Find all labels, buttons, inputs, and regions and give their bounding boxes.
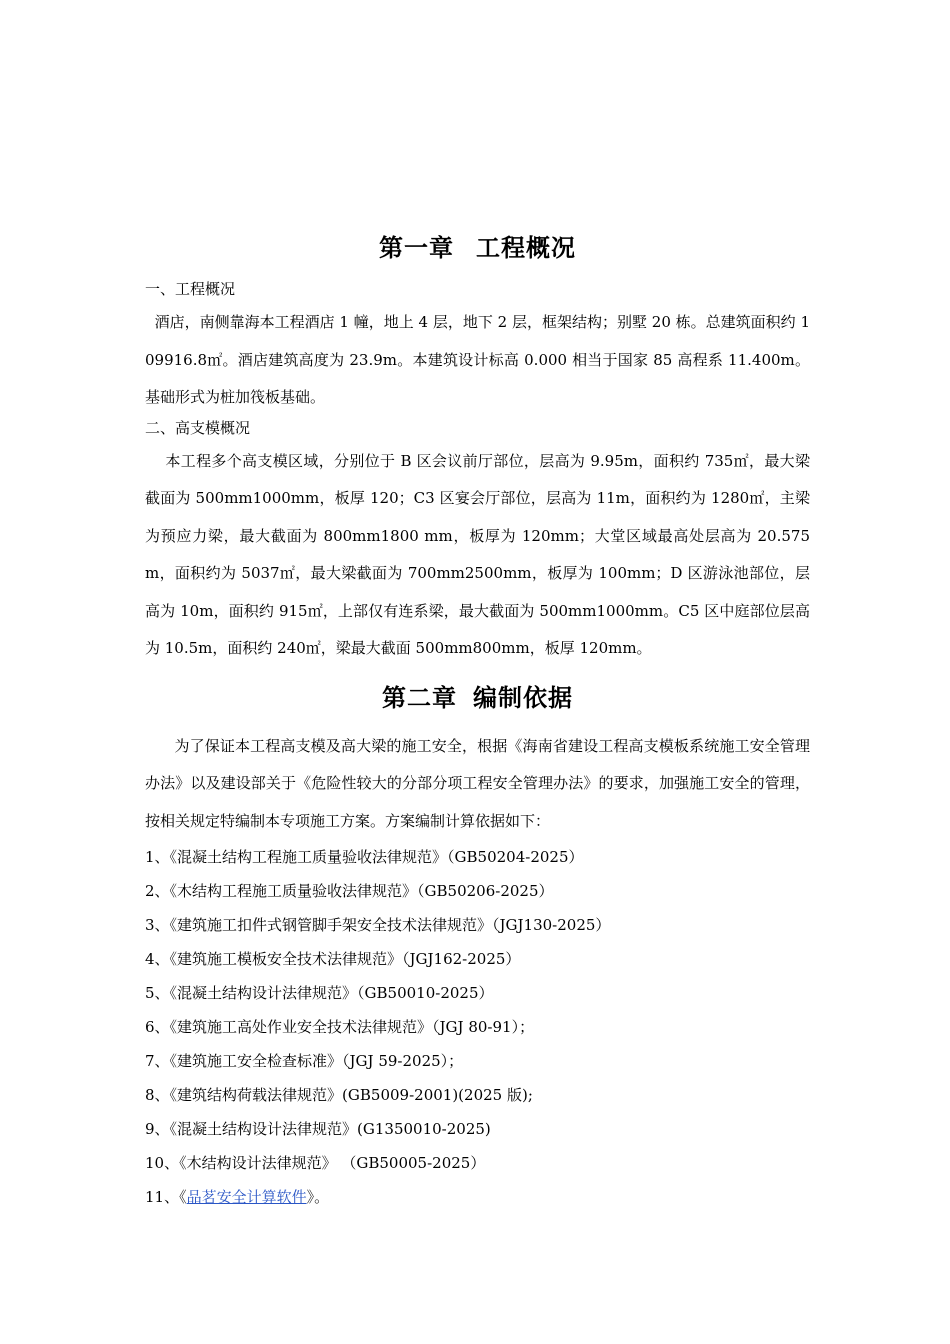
reference-prefix: 11、《 <box>145 1188 187 1206</box>
chapter2-number: 第二章 <box>382 682 457 712</box>
section-heading-project-overview: 一、工程概况 <box>145 280 236 298</box>
chapter1-name: 工程概况 <box>476 233 576 262</box>
chapter1-number: 第一章 <box>379 233 454 262</box>
reference-item: 3、《建筑施工扣件式钢管脚手架安全技术法律规范》（JGJ130-2025） <box>145 916 611 934</box>
software-link[interactable]: 品茗安全计算软件 <box>186 1188 307 1206</box>
chapter1-title <box>145 224 810 272</box>
reference-item: 8、《建筑结构荷载法律规范》(GB5009-2001)(2025 版); <box>145 1086 533 1104</box>
chapter2-title <box>145 674 810 722</box>
reference-item: 5、《混凝土结构设计法律规范》（GB50010-2025） <box>145 984 494 1002</box>
formwork-overview-paragraph: 本工程多个高支模区域，分别位于 B 区会议前厅部位，层高为 9.95m，面积约 735㎡，最大梁截面为 500mm1000mm，板厚 120；C3 区宴会厅部位，层高为 11m，面积约为 1280㎡，主梁为预应力梁，最大截面为 800mm1800 mm，板厚为 120mm；大堂区域最高处层高为 20.575m，面积约为 5037㎡，最大梁截面为 700mm2500mm，板厚为 100mm；D 区游泳池部位，层高为 10m，面积约 915㎡，上部仅有连系梁，最大截面为 500mm1000mm。C5 区中庭部位层高为 10.5m，面积约 240㎡，梁最大截面 500mm800mm，板厚 120mm。 <box>145 451 810 657</box>
reference-item: 9、《混凝土结构设计法律规范》(G1350010-2025) <box>145 1120 491 1138</box>
reference-item: 1、《混凝土结构工程施工质量验收法律规范》（GB50204-2025） <box>145 848 584 866</box>
reference-item: 6、《建筑施工高处作业安全技术法律规范》（JGJ 80-91）； <box>145 1018 535 1036</box>
section-heading-formwork-overview: 二、高支模概况 <box>145 418 251 437</box>
reference-item-last <box>145 1180 810 1214</box>
reference-item: 2、《木结构工程施工质量验收法律规范》（GB50206-2025） <box>145 882 554 900</box>
reference-item: 4、《建筑施工模板安全技术法律规范》（JGJ162-2025） <box>145 950 521 968</box>
document-body <box>145 224 810 1214</box>
compilation-basis-paragraph: 为了保证本工程高支模及高大梁的施工安全，根据《海南省建设工程高支模板系统施工安全管理办法》以及建设部关于《危险性较大的分部分项工程安全管理办法》的要求，加强施工安全的管理，按相关规定特编制本专项施工方案。方案编制计算依据如下： <box>145 736 811 830</box>
reference-list <box>145 840 810 1214</box>
reference-item: 10、《木结构设计法律规范》 （GB50005-2025） <box>145 1154 486 1172</box>
chapter2-name: 编制依据 <box>473 682 573 712</box>
reference-suffix: 》。 <box>306 1188 330 1206</box>
reference-item: 7、《建筑施工安全检查标准》（JGJ 59-2025）； <box>145 1052 464 1070</box>
project-overview-paragraph: 酒店，南侧靠海本工程酒店 1 幢，地上 4 层，地下 2 层，框架结构；别墅 20 栋。总建筑面积约 109916.8㎡。酒店建筑高度为 23.9m。本建筑设计标高 0.000 相当于国家 85 高程系 11.400m。基础形式为桩加筏板基础。 <box>145 313 810 406</box>
